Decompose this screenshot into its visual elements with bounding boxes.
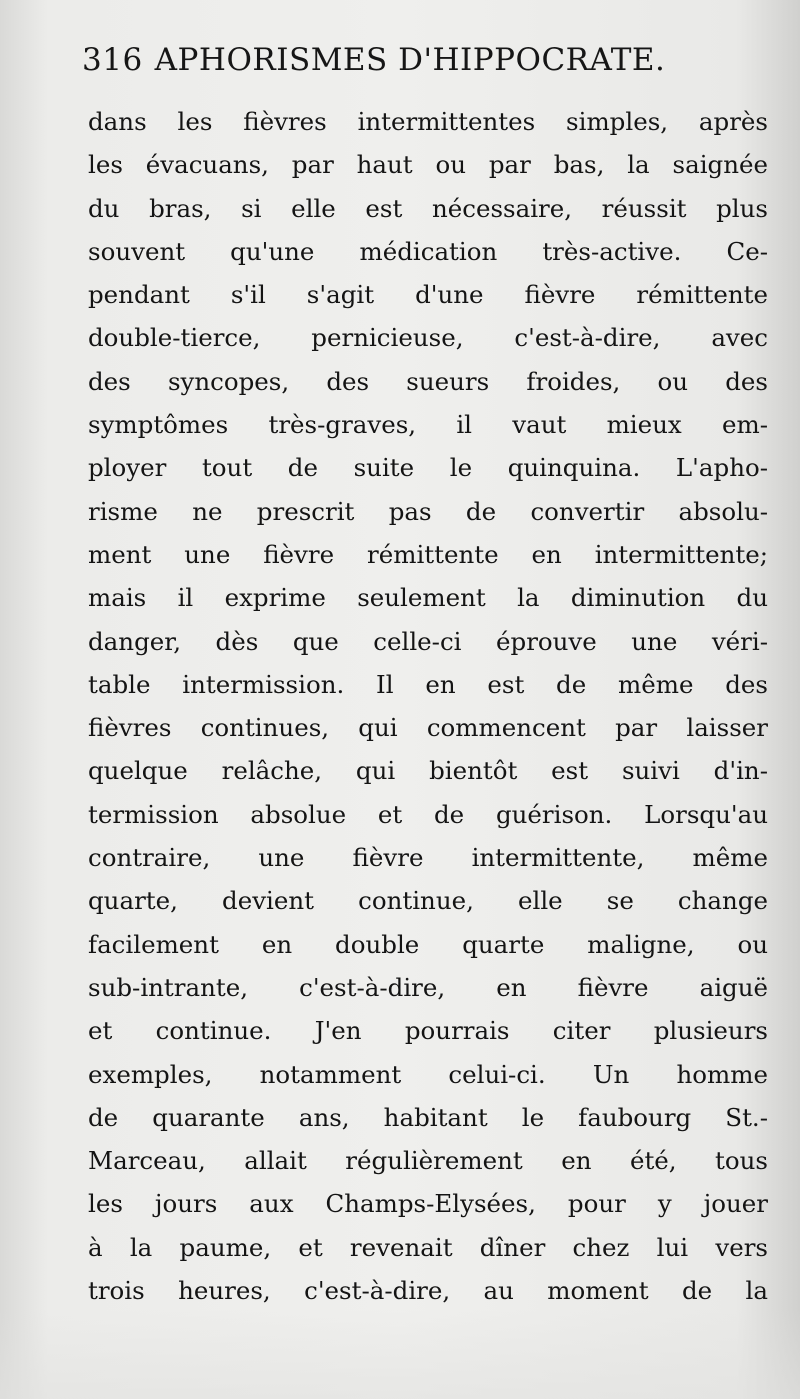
text-line: quelque relâche, qui bientôt est suivi d'in-	[88, 756, 768, 786]
text-line: ployer tout de suite le quinquina. L'apho-	[88, 453, 768, 483]
text-line: facilement en double quarte maligne, ou	[88, 929, 768, 959]
text-line: contraire, une fièvre intermittente, même	[88, 843, 768, 873]
body-text	[88, 100, 768, 1312]
page-number: 316	[82, 42, 143, 78]
text-line: de quarante ans, habitant le faubourg St.-	[88, 1102, 768, 1132]
running-title: APHORISMES D'HIPPOCRATE.	[154, 42, 666, 78]
text-line: termission absolue et de guérison. Lorsqu'au	[88, 799, 768, 829]
text-line: symptômes très-graves, il vaut mieux em-	[88, 410, 768, 440]
text-line: quarte, devient continue, elle se change	[88, 886, 768, 916]
text-line: Marceau, allait régulièrement en été, tous	[88, 1146, 768, 1176]
text-line: risme ne prescrit pas de convertir absolu-	[88, 496, 768, 526]
text-line: les jours aux Champs-Elysées, pour y jouer	[88, 1189, 768, 1219]
text-line: trois heures, c'est-à-dire, au moment de la	[88, 1276, 768, 1306]
text-line: pendant s'il s'agit d'une fièvre rémittente	[88, 280, 768, 310]
bottom-page-shading	[0, 1309, 800, 1399]
text-line: exemples, notamment celui-ci. Un homme	[88, 1059, 768, 1089]
text-line: et continue. J'en pourrais citer plusieurs	[88, 1016, 768, 1046]
text-line: du bras, si elle est nécessaire, réussit plus	[88, 193, 768, 223]
text-line: à la paume, et revenait dîner chez lui vers	[88, 1232, 768, 1262]
running-header	[82, 42, 772, 78]
text-line: fièvres continues, qui commencent par laisser	[88, 713, 768, 743]
text-line: table intermission. Il en est de même des	[88, 669, 768, 699]
text-line: ment une fièvre rémittente en intermittente;	[88, 539, 768, 569]
text-line: les évacuans, par haut ou par bas, la saignée	[88, 150, 768, 180]
text-line: sub-intrante, c'est-à-dire, en fièvre aiguë	[88, 972, 768, 1002]
text-line: danger, dès que celle-ci éprouve une véri-	[88, 626, 768, 656]
text-line: souvent qu'une médication très-active. Ce-	[88, 236, 768, 266]
text-line: dans les fièvres intermittentes simples, après	[88, 107, 768, 136]
text-line: des syncopes, des sueurs froides, ou des	[88, 366, 768, 396]
text-line: double-tierce, pernicieuse, c'est-à-dire, avec	[88, 323, 768, 353]
text-line: mais il exprime seulement la diminution du	[88, 583, 768, 613]
